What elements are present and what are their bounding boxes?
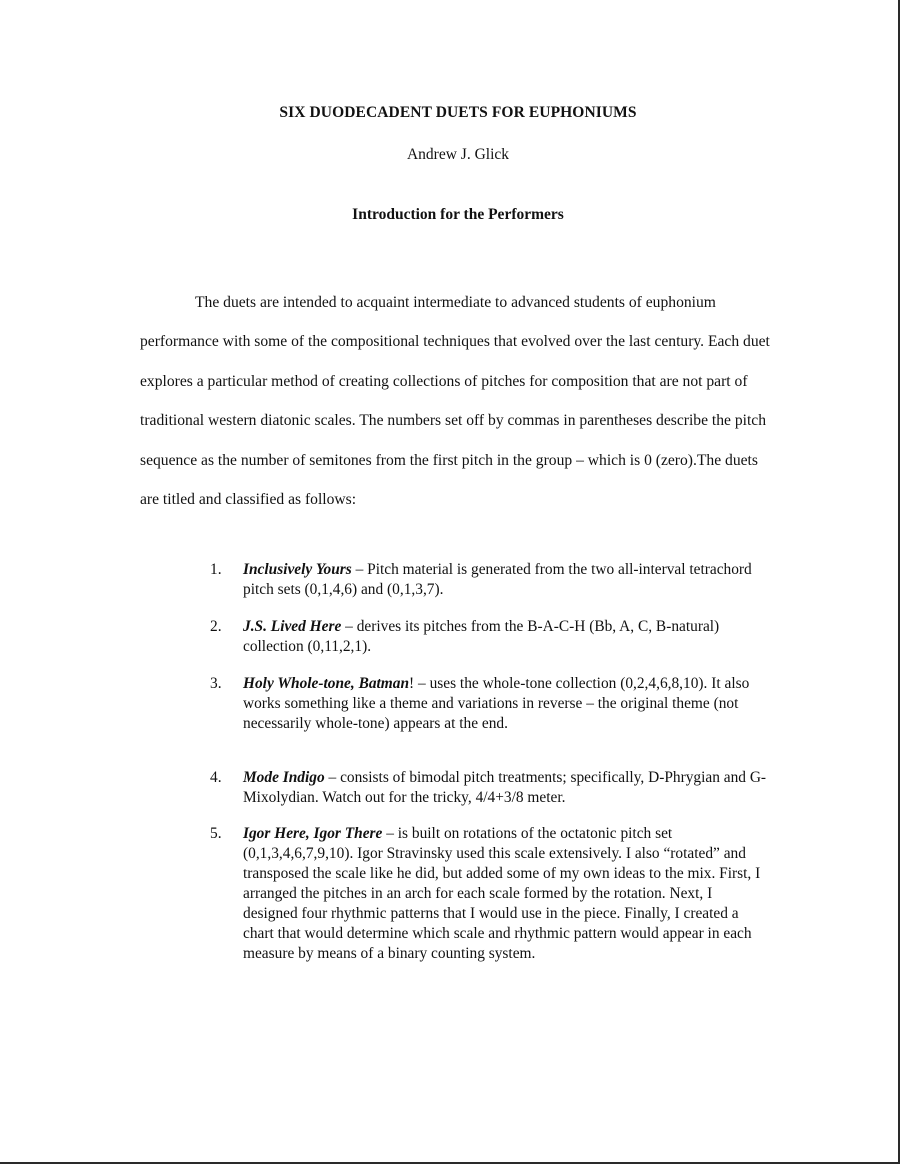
duet-body [243, 824, 770, 964]
author-name: Andrew J. Glick [406, 146, 510, 163]
duet-number: 3. [210, 675, 222, 692]
duet-description: – uses the whole-tone collection (0,2,4,6,8,10). It also works something like a theme and variations in reverse – the original theme (not necessarily whole-tone) appears at the end. [243, 675, 750, 732]
section-heading: Introduction for the Performers [352, 206, 564, 223]
document-title: SIX DUODECADENT DUETS FOR EUPHONIUMS [279, 104, 637, 121]
duet-body [243, 768, 770, 808]
intro-paragraph: The duets are intended to acquaint intermediate to advanced students of euphonium performance with some of the compositional techniques that evolved over the last century. Each duet explores a particular method of creating collections of pitches for composition that are not part of traditional western diatonic scales. The numbers set off by commas in parentheses describe the pitch sequence as the number of semitones from the first pitch in the group – which is 0 (zero).The duets are titled and classified as follows: [140, 294, 770, 509]
duet-item-5 [210, 824, 770, 964]
duet-title: J.S. Lived Here [243, 618, 342, 635]
duet-description: – Pitch material is generated from the two all-interval tetrachord pitch sets (0,1,4,6) and (0,1,3,7). [243, 561, 752, 598]
duet-number: 4. [210, 769, 222, 786]
duet-item-2 [210, 617, 770, 657]
duet-title: Inclusively Yours [243, 561, 352, 578]
duet-title-suffix: ! [409, 675, 415, 692]
duet-title: Igor Here, Igor There [243, 825, 383, 842]
duet-item-3 [210, 674, 770, 734]
duet-item-4 [210, 768, 770, 808]
duet-number: 2. [210, 618, 222, 635]
duet-body [243, 560, 770, 600]
duet-number: 1. [210, 561, 222, 578]
duet-description: – derives its pitches from the B-A-C-H (Bb, A, C, B-natural) collection (0,11,2,1). [243, 618, 720, 655]
duet-item-1 [210, 560, 770, 600]
duet-description: – consists of bimodal pitch treatments; specifically, D-Phrygian and G-Mixolydian. Watch out for the tricky, 4/4+3/8 meter. [243, 769, 767, 806]
duet-body [243, 617, 770, 657]
duet-number: 5. [210, 825, 222, 842]
duet-body [243, 674, 770, 734]
duet-title: Mode Indigo [243, 769, 325, 786]
duet-title: Holy Whole-tone, Batman [243, 675, 410, 692]
duet-description: – is built on rotations of the octatonic pitch set (0,1,3,4,6,7,9,10). Igor Stravinsky used this scale extensively. I also “rotated” and transposed the scale like he did, but added some of my own ideas to the mix. First, I arranged the pitches in an arch for each scale formed by the rotation. Next, I designed four rhythmic patterns that I would use in the piece. Finally, I created a chart that would determine which scale and rhythmic pattern would appear in each measure by means of a binary counting system. [243, 825, 761, 962]
